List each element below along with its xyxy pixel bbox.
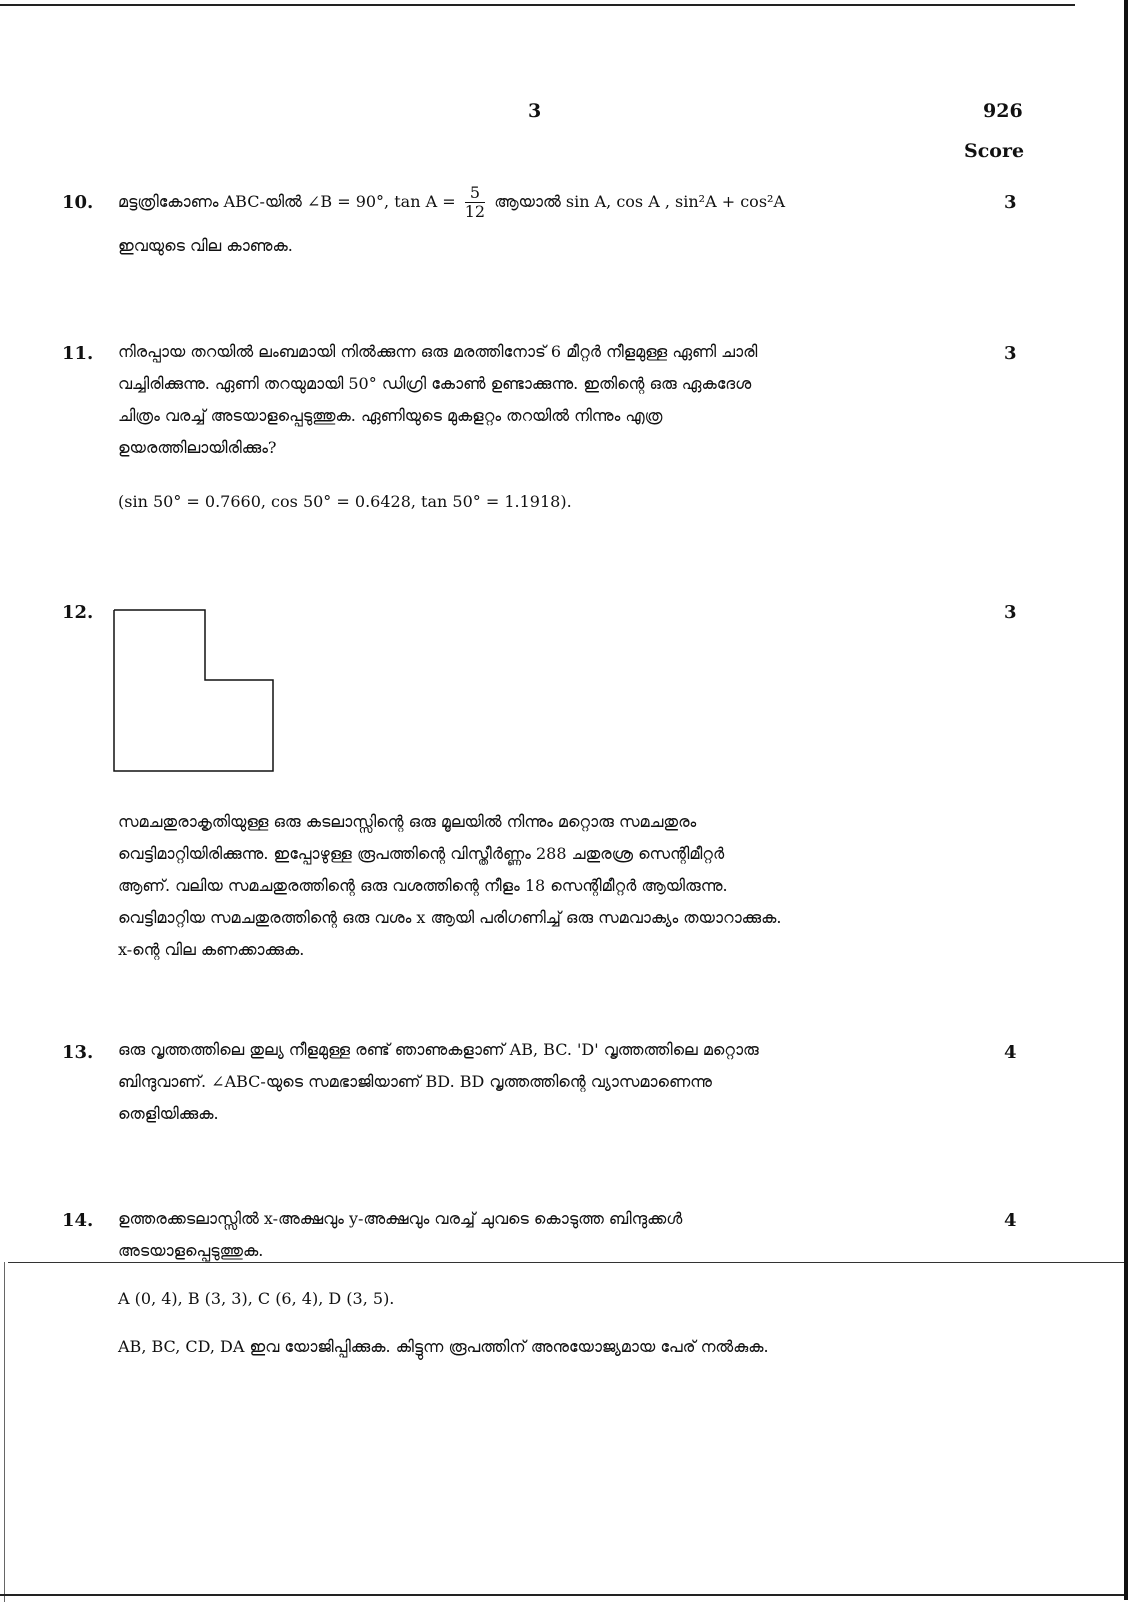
question-12-line-4: വെട്ടിമാറ്റിയ സമചതുരത്തിന്റെ ഒരു വശം x ആയി പരിഗണിച്ച് ഒരു സമവാക്യം തയാറാക്കുക. bbox=[118, 908, 782, 927]
question-14-number: 14. bbox=[62, 1210, 94, 1231]
question-13-text bbox=[118, 1034, 973, 1130]
score-column-label: Score bbox=[964, 140, 1025, 162]
question-12-line-2: വെട്ടിമാറ്റിയിരിക്കുന്നു. ഇപ്പോഴുള്ള രൂപത്തിന്റെ വിസ്തീർണ്ണം 288 ചതുരശ്ര സെന്റിമീറ്റർ bbox=[118, 844, 725, 863]
fraction-denominator: 12 bbox=[464, 202, 486, 221]
l-shape-figure bbox=[113, 609, 275, 773]
question-13-line-2: ബിന്ദുവാണ്. ∠ABC-യുടെ സമഭാജിയാണ് BD. BD വൃത്തത്തിന്റെ വ്യാസമാണെന്നു bbox=[118, 1072, 712, 1091]
question-12-line-3: ആണ്. വലിയ സമചതുരത്തിന്റെ ഒരു വശത്തിന്റെ നീളം 18 സെന്റിമീറ്റർ ആയിരുന്നു. bbox=[118, 876, 728, 895]
question-12-line-1: സമചതുരാകൃതിയുള്ള ഒരു കടലാസ്സിന്റെ ഒരു മൂലയിൽ നിന്നും മറ്റൊരു സമചതുരം bbox=[118, 812, 697, 831]
tan-a-fraction bbox=[465, 184, 485, 221]
question-11-trig-values: (sin 50° = 0.7660, cos 50° = 0.6428, tan 50° = 1.1918). bbox=[118, 492, 572, 511]
question-12-score: 3 bbox=[1004, 602, 1017, 623]
question-14-points: A (0, 4), B (3, 3), C (6, 4), D (3, 5). bbox=[118, 1289, 395, 1308]
question-10-line-2: ഇവയുടെ വില കാണുക. bbox=[118, 236, 293, 255]
question-11-line-4: ഉയരത്തിലായിരിക്കും? bbox=[118, 438, 277, 457]
question-13-line-1: ഒരു വൃത്തത്തിലെ തുല്യ നീളമുള്ള രണ്ട് ഞാണുകളാണ് AB, BC. 'D' വൃത്തത്തിലെ മറ്റൊരു bbox=[118, 1040, 759, 1059]
question-11-line-1: നിരപ്പായ തറയിൽ ലംബമായി നിൽക്കുന്ന ഒരു മരത്തിനോട് 6 മീറ്റർ നീളമുള്ള ഏണി ചാരി bbox=[118, 342, 758, 361]
question-10-line-1a: മട്ടത്രികോണം ABC-യിൽ ∠B = 90°, tan A = bbox=[118, 192, 456, 211]
question-13-number: 13. bbox=[62, 1042, 94, 1063]
question-11-score: 3 bbox=[1004, 343, 1017, 364]
question-10-line-1b: ആയാൽ sin A, cos A , sin²A + cos²A bbox=[494, 192, 785, 211]
question-13-line-3: തെളിയിക്കുക. bbox=[118, 1104, 219, 1123]
question-11-number: 11. bbox=[62, 343, 94, 364]
page-border-top bbox=[0, 4, 1075, 6]
question-14-text bbox=[118, 1203, 973, 1363]
question-14-line-2: അടയാളപ്പെടുത്തുക. bbox=[118, 1241, 264, 1260]
question-11-line-2: വച്ചിരിക്കുന്നു. ഏണി തറയുമായി 50° ഡിഗ്രി കോൺ ഉണ്ടാക്കുന്നു. ഇതിന്റെ ഒരു ഏകദേശ bbox=[118, 374, 752, 393]
question-14-score: 4 bbox=[1004, 1210, 1017, 1231]
question-14-instruction: AB, BC, CD, DA ഇവ യോജിപ്പിക്കുക. കിട്ടുന്ന രൂപത്തിന് അനുയോജ്യമായ പേര് നൽകുക. bbox=[118, 1337, 769, 1356]
question-10-number: 10. bbox=[62, 192, 94, 213]
page-border-right bbox=[1124, 0, 1128, 1600]
paper-code: 926 bbox=[983, 100, 1023, 122]
page-border-left bbox=[4, 1262, 5, 1602]
fraction-numerator: 5 bbox=[465, 184, 485, 203]
question-12-line-5: x-ന്റെ വില കണക്കാക്കുക. bbox=[118, 940, 305, 959]
question-11-line-3: ചിത്രം വരച്ച് അടയാളപ്പെടുത്തുക. ഏണിയുടെ മുകളറ്റം തറയിൽ നിന്നും എത്ര bbox=[118, 406, 663, 425]
question-11-text bbox=[118, 336, 973, 518]
question-14-line-1: ഉത്തരക്കടലാസ്സിൽ x-അക്ഷവും y-അക്ഷവും വരച്ച് ചുവടെ കൊടുത്ത ബിന്ദുക്കൾ bbox=[118, 1209, 683, 1228]
l-shape-outline bbox=[114, 610, 273, 771]
page-border-bottom bbox=[0, 1594, 1124, 1596]
question-10-text bbox=[118, 182, 973, 262]
page-number: 3 bbox=[528, 100, 542, 122]
question-13-score: 4 bbox=[1004, 1042, 1017, 1063]
question-12-text bbox=[118, 806, 973, 966]
question-12-number: 12. bbox=[62, 602, 94, 623]
question-10-score: 3 bbox=[1004, 192, 1017, 213]
